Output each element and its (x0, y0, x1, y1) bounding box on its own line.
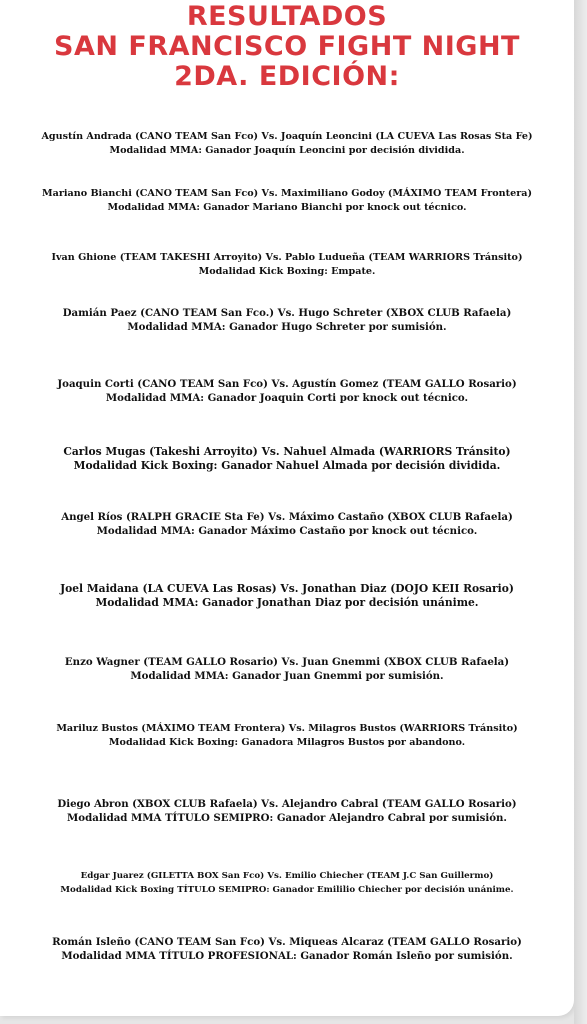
title-line-1: RESULTADOS (186, 1, 388, 32)
page-title (0, 2, 574, 92)
result-item (0, 797, 574, 825)
right-edge-strip (574, 0, 587, 1024)
result-text: Modalidad MMA: Ganador Joaquín Leoncini por decisión dividida. (109, 145, 465, 156)
result-item (0, 130, 574, 158)
result-text: Modalidad MMA TÍTULO PROFESIONAL: Ganador Román Isleño por sumisión. (61, 950, 513, 962)
bout-text: Damián Paez (CANO TEAM San Fco.) Vs. Hugo Schreter (XBOX CLUB Rafaela) (62, 307, 512, 319)
result-item (0, 935, 574, 963)
bout-text: Enzo Wagner (TEAM GALLO Rosario) Vs. Juan Gnemmi (XBOX CLUB Rafaela) (64, 656, 510, 668)
result-item (0, 655, 574, 683)
result-item (0, 722, 574, 750)
result-text: Modalidad MMA: Ganador Joaquin Corti por knock out técnico. (105, 392, 469, 404)
result-text: Modalidad Kick Boxing: Ganador Nahuel Almada por decisión dividida. (73, 459, 501, 472)
result-item (0, 251, 574, 279)
result-text: Modalidad Kick Boxing: Ganadora Milagros Bustos por abandono. (108, 737, 466, 748)
bout-text: Joel Maidana (LA CUEVA Las Rosas) Vs. Jonathan Diaz (DOJO KEII Rosario) (60, 582, 514, 595)
result-text: Modalidad MMA TÍTULO SEMIPRO: Ganador Alejandro Cabral por sumisión. (67, 812, 507, 824)
title-line-3: 2DA. EDICIÓN: (174, 61, 400, 92)
result-item (0, 582, 574, 610)
result-item (0, 445, 574, 473)
result-item (0, 377, 574, 405)
bout-text: Angel Ríos (RALPH GRACIE Sta Fe) Vs. Máximo Castaño (XBOX CLUB Rafaela) (61, 511, 513, 523)
result-item (0, 187, 574, 215)
result-item (0, 306, 574, 334)
result-text: Modalidad MMA: Ganador Hugo Schreter por sumisión. (127, 321, 447, 333)
result-text: Modalidad MMA: Ganador Mariano Bianchi por knock out técnico. (107, 202, 467, 213)
bout-text: Román Isleño (CANO TEAM San Fco) Vs. Miqueas Alcaraz (TEAM GALLO Rosario) (52, 936, 522, 948)
bout-text: Mariluz Bustos (MÁXIMO TEAM Frontera) Vs. Milagros Bustos (WARRIORS Tránsito) (56, 723, 518, 734)
result-item (0, 510, 574, 538)
result-text: Modalidad Kick Boxing: Empate. (198, 266, 376, 277)
bout-text: Carlos Mugas (Takeshi Arroyito) Vs. Nahuel Almada (WARRIORS Tránsito) (63, 445, 511, 458)
bout-text: Ivan Ghione (TEAM TAKESHI Arroyito) Vs. Pablo Ludueña (TEAM WARRIORS Tránsito) (51, 252, 523, 263)
result-text: Modalidad MMA: Ganador Máximo Castaño por knock out técnico. (96, 525, 478, 537)
bout-text: Joaquin Corti (CANO TEAM San Fco) Vs. Agustín Gomez (TEAM GALLO Rosario) (57, 378, 517, 390)
result-item (0, 869, 574, 897)
bout-text: Diego Abron (XBOX CLUB Rafaela) Vs. Alejandro Cabral (TEAM GALLO Rosario) (57, 798, 517, 810)
result-text: Modalidad MMA: Ganador Jonathan Diaz por decisión unánime. (95, 596, 479, 609)
bout-text: Agustín Andrada (CANO TEAM San Fco) Vs. Joaquín Leoncini (LA CUEVA Las Rosas Sta Fe) (41, 131, 533, 142)
bout-text: Mariano Bianchi (CANO TEAM San Fco) Vs. Maximiliano Godoy (MÁXIMO TEAM Frontera) (41, 188, 533, 199)
result-text: Modalidad MMA: Ganador Juan Gnemmi por sumisión. (130, 670, 444, 682)
result-text: Modalidad Kick Boxing TÍTULO SEMIPRO: Ganador Emililio Chiecher por decisión unánime. (60, 885, 514, 895)
title-line-2: SAN FRANCISCO FIGHT NIGHT (54, 31, 520, 62)
bout-text: Edgar Juarez (GILETTA BOX San Fco) Vs. Emilio Chiecher (TEAM J.C San Guillermo) (80, 871, 494, 881)
